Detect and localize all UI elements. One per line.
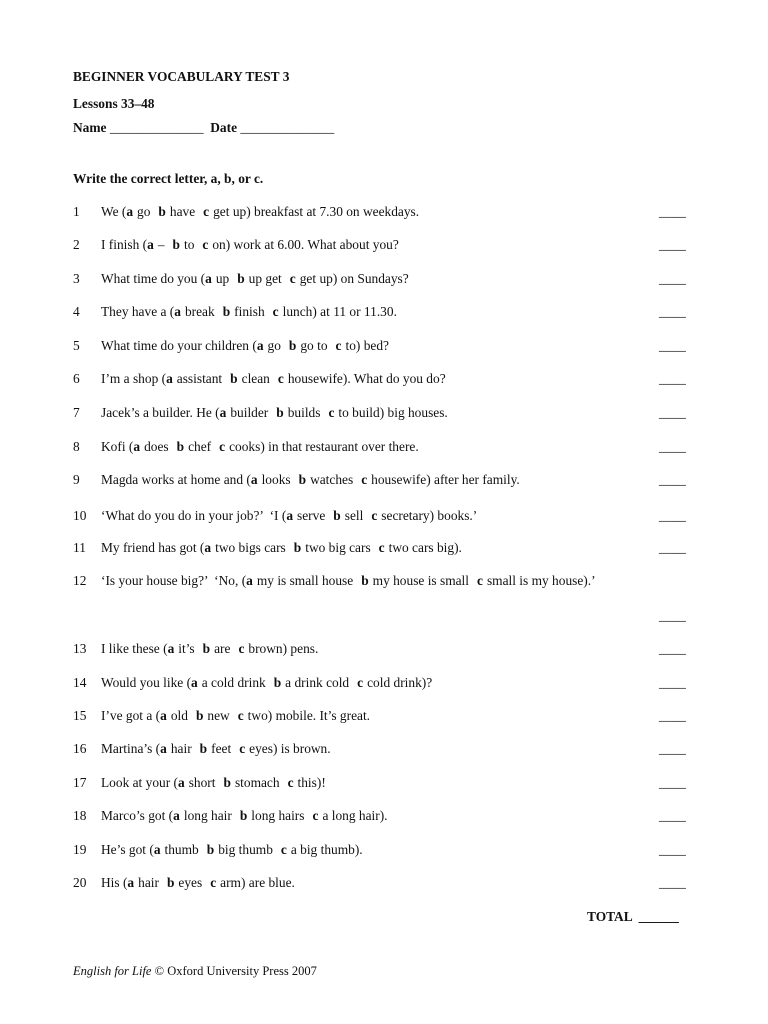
question-text (101, 741, 331, 757)
answer-blank[interactable]: ____ (659, 508, 686, 523)
question-text (101, 472, 520, 488)
question-text (101, 338, 389, 354)
question-number: 8 (73, 439, 80, 454)
question-number: 20 (73, 875, 87, 890)
option-letter-c: c (371, 508, 378, 523)
option-letter-b: b (195, 708, 204, 723)
question-number: 6 (73, 371, 80, 386)
option-letter-c: c (289, 271, 296, 286)
total-label: TOTAL (587, 909, 632, 924)
option-letter-b: b (276, 405, 284, 420)
answer-blank[interactable]: ____ (659, 338, 686, 353)
question-number: 19 (73, 842, 87, 857)
option-c: get up (213, 204, 247, 219)
question-end: ). (454, 540, 462, 555)
option-letter-c: c (272, 304, 279, 319)
answer-blank[interactable]: ____ (659, 540, 686, 555)
option-a: – (157, 237, 165, 252)
question-number: 15 (73, 708, 87, 723)
question-end: ).’ (583, 573, 596, 588)
answer-blank[interactable]: ____ (659, 641, 686, 656)
option-c: small is my house (486, 573, 584, 588)
question-text (101, 875, 295, 891)
option-letter-b: b (333, 508, 341, 523)
answer-blank[interactable]: ____ (659, 371, 686, 386)
option-letter-a: a (167, 641, 175, 656)
option-c: arm (220, 875, 241, 890)
option-a: my is small house (256, 573, 354, 588)
question-stem: I’ve got a ( (101, 708, 161, 723)
question-row (73, 708, 693, 726)
question-stem: Jacek’s a builder. He ( (101, 405, 220, 420)
total-field[interactable]: ______ (638, 909, 679, 924)
option-letter-c: c (328, 405, 335, 420)
question-row (73, 405, 693, 423)
option-letter-b: b (202, 641, 211, 656)
page-title: BEGINNER VOCABULARY TEST 3 (73, 69, 290, 84)
option-letter-a: a (256, 338, 264, 353)
question-row (73, 775, 693, 793)
option-letter-a: a (250, 472, 258, 487)
question-stem: Martina’s ( (101, 741, 161, 756)
option-letter-a: a (166, 371, 173, 386)
option-a: looks (261, 472, 291, 487)
question-end: ) big houses. (379, 405, 448, 420)
question-end: )! (316, 775, 326, 790)
answer-blank[interactable]: ____ (659, 472, 686, 487)
option-c: a big thumb (290, 842, 355, 857)
option-a: long hair (183, 808, 232, 823)
question-row (73, 338, 693, 356)
option-b: are (214, 641, 231, 656)
question-stem: What time do you ( (101, 271, 206, 286)
option-c: to (345, 338, 356, 353)
question-stem: Marco’s got ( (101, 808, 174, 823)
answer-blank[interactable]: ____ (659, 237, 686, 252)
question-row (73, 271, 693, 289)
option-a: a cold drink (201, 675, 266, 690)
question-stem: What time do your children ( (101, 338, 257, 353)
question-text (101, 842, 363, 858)
question-end: )? (421, 675, 433, 690)
question-stem: Look at your ( (101, 775, 178, 790)
option-a: break (184, 304, 215, 319)
option-letter-c: c (477, 573, 483, 588)
option-b: a drink cold (285, 675, 350, 690)
question-end: ) pens. (282, 641, 319, 656)
question-row (73, 371, 693, 389)
question-end: ) after her family. (426, 472, 520, 487)
instruction: Write the correct letter, a, b, or c. (73, 171, 264, 186)
option-letter-b: b (293, 540, 302, 555)
question-number: 18 (73, 808, 87, 823)
answer-blank[interactable]: ____ (659, 741, 686, 756)
question-number: 4 (73, 304, 80, 319)
question-text (101, 439, 419, 455)
option-letter-b: b (223, 775, 231, 790)
option-letter-a: a (204, 540, 212, 555)
option-c: secretary (381, 508, 430, 523)
question-number: 10 (73, 508, 87, 523)
question-text (101, 540, 462, 556)
answer-blank[interactable]: ____ (659, 439, 686, 454)
option-letter-c: c (238, 641, 245, 656)
question-end: ) breakfast at 7.30 on weekdays. (246, 204, 420, 219)
question-row (73, 304, 693, 322)
option-b: long hairs (251, 808, 305, 823)
option-letter-a: a (133, 439, 141, 454)
question-row (73, 808, 693, 826)
question-stem: We ( (101, 204, 127, 219)
question-end: ). (379, 808, 388, 823)
option-letter-c: c (357, 675, 364, 690)
option-c: a long hair (322, 808, 380, 823)
option-b: to (183, 237, 195, 252)
option-letter-b: b (172, 237, 180, 252)
question-text (101, 371, 446, 387)
option-b: big thumb (218, 842, 273, 857)
question-stem: ‘What do you do in your job?’ ‘I ( (101, 508, 287, 523)
option-letter-a: a (153, 842, 161, 857)
option-a: assistant (176, 371, 223, 386)
option-b: two big cars (305, 540, 371, 555)
answer-blank[interactable]: ____ (659, 675, 686, 690)
answer-blank[interactable]: ____ (659, 875, 686, 890)
option-c: brown (248, 641, 283, 656)
answer-blank[interactable]: ____ (659, 842, 686, 857)
option-letter-b: b (176, 439, 185, 454)
date-label: Date (210, 120, 238, 135)
option-letter-a: a (286, 508, 294, 523)
option-letter-c: c (239, 741, 246, 756)
answer-blank[interactable]: ____ (659, 808, 686, 823)
date-field[interactable]: ______________ (240, 120, 335, 135)
option-b: eyes (178, 875, 203, 890)
option-letter-b: b (273, 675, 282, 690)
question-text (101, 237, 399, 253)
question-row (73, 204, 693, 222)
question-text (101, 405, 448, 421)
option-b: go to (300, 338, 328, 353)
option-c: on (212, 237, 226, 252)
question-end: ) at 11 or 11.30. (312, 304, 397, 319)
option-c: housewife (371, 472, 427, 487)
option-b: stomach (234, 775, 280, 790)
name-date-line (73, 120, 334, 136)
question-text (101, 708, 370, 724)
question-row (73, 573, 693, 591)
option-a: short (188, 775, 216, 790)
question-number: 13 (73, 641, 87, 656)
option-c: lunch (282, 304, 313, 319)
option-a: it’s (178, 641, 195, 656)
option-letter-a: a (127, 875, 135, 890)
answer-blank[interactable]: ____ (659, 775, 686, 790)
question-text (101, 808, 388, 824)
question-text (101, 271, 409, 287)
option-b: finish (234, 304, 265, 319)
option-c: to build (338, 405, 380, 420)
option-letter-b: b (222, 304, 231, 319)
option-c: cooks (229, 439, 261, 454)
option-b: chef (188, 439, 212, 454)
option-letter-a: a (219, 405, 227, 420)
question-text (101, 641, 318, 657)
question-end: ) in that restaurant over there. (260, 439, 419, 454)
question-end: ) mobile. It’s great. (267, 708, 371, 723)
option-letter-c: c (335, 338, 342, 353)
question-row (73, 741, 693, 759)
option-letter-c: c (287, 775, 294, 790)
option-letter-c: c (202, 237, 209, 252)
answer-blank[interactable]: ____ (659, 708, 686, 723)
question-stem: ‘Is your house big?’ ‘No, ( (101, 573, 247, 588)
question-end: ). What do you do? (342, 371, 446, 386)
answer-blank[interactable]: ____ (659, 204, 686, 219)
question-text (101, 775, 326, 791)
option-c: cold drink (367, 675, 422, 690)
question-number: 1 (73, 204, 80, 219)
option-a: does (144, 439, 169, 454)
option-letter-a: a (174, 304, 181, 319)
question-row (73, 875, 693, 893)
question-number: 5 (73, 338, 80, 353)
option-letter-b: b (230, 371, 238, 386)
option-letter-c: c (237, 708, 244, 723)
option-letter-c: c (219, 439, 226, 454)
answer-blank[interactable]: ____ (659, 405, 686, 420)
question-row (73, 842, 693, 860)
footer-book-title: English for Life (73, 964, 152, 978)
option-b: new (207, 708, 230, 723)
question-stem: His ( (101, 875, 128, 890)
question-row (73, 508, 693, 526)
option-a: old (170, 708, 188, 723)
question-number: 11 (73, 540, 86, 555)
option-letter-c: c (210, 875, 217, 890)
question-end: ) work at 6.00. What about you? (225, 237, 399, 252)
name-field[interactable]: ______________ (109, 120, 204, 135)
question-row (73, 675, 693, 693)
question-end: ) is brown. (272, 741, 331, 756)
question-row (73, 237, 693, 255)
option-b: up get (248, 271, 282, 286)
option-letter-c: c (378, 540, 385, 555)
question-text (101, 573, 596, 589)
option-letter-a: a (177, 775, 185, 790)
option-letter-b: b (206, 842, 215, 857)
option-letter-b: b (298, 472, 307, 487)
question-text (101, 204, 419, 220)
question-text (101, 675, 432, 691)
question-stem: Magda works at home and ( (101, 472, 251, 487)
answer-blank[interactable]: ____ (659, 608, 686, 623)
option-letter-c: c (277, 371, 284, 386)
option-b: builds (287, 405, 321, 420)
question-stem: They have a ( (101, 304, 175, 319)
option-c: get up (299, 271, 333, 286)
option-a: up (215, 271, 230, 286)
question-row (73, 472, 693, 490)
option-b: feet (211, 741, 232, 756)
option-letter-c: c (203, 204, 210, 219)
option-letter-a: a (246, 573, 253, 588)
footer (73, 964, 317, 979)
question-end: ) books.’ (429, 508, 478, 523)
option-b: my house is small (372, 573, 469, 588)
question-number: 9 (73, 472, 80, 487)
question-stem: I finish ( (101, 237, 148, 252)
question-number: 7 (73, 405, 80, 420)
option-b: watches (310, 472, 354, 487)
option-c: two (247, 708, 268, 723)
option-a: two bigs cars (215, 540, 286, 555)
question-number: 2 (73, 237, 80, 252)
question-stem: I’m a shop ( (101, 371, 167, 386)
question-text (101, 508, 477, 524)
option-letter-b: b (158, 204, 166, 219)
option-letter-b: b (239, 808, 248, 823)
footer-copyright: © Oxford University Press 2007 (151, 964, 317, 978)
option-a: hair (170, 741, 192, 756)
option-b: clean (241, 371, 270, 386)
answer-blank[interactable]: ____ (659, 304, 686, 319)
question-text (101, 304, 397, 320)
option-a: builder (230, 405, 269, 420)
option-c: housewife (287, 371, 343, 386)
option-letter-b: b (237, 271, 245, 286)
option-a: hair (138, 875, 159, 890)
total-line (587, 909, 679, 925)
option-letter-c: c (361, 472, 368, 487)
question-stem: I like these ( (101, 641, 168, 656)
option-letter-a: a (191, 675, 198, 690)
option-letter-b: b (361, 573, 369, 588)
option-b: sell (344, 508, 364, 523)
name-label: Name (73, 120, 107, 135)
question-number: 12 (73, 573, 87, 588)
option-letter-c: c (312, 808, 319, 823)
option-c: this (297, 775, 317, 790)
question-stem: Would you like ( (101, 675, 192, 690)
option-a: go (137, 204, 151, 219)
question-end: ) bed? (355, 338, 389, 353)
option-letter-a: a (205, 271, 212, 286)
question-stem: My friend has got ( (101, 540, 205, 555)
question-row (73, 540, 693, 558)
question-stem: He’s got ( (101, 842, 154, 857)
option-a: go (267, 338, 281, 353)
question-end: ) on Sundays? (332, 271, 409, 286)
option-b: have (169, 204, 196, 219)
option-c: two cars big (388, 540, 455, 555)
question-end: ) are blue. (240, 875, 295, 890)
question-number: 17 (73, 775, 87, 790)
option-letter-a: a (160, 741, 167, 756)
question-number: 14 (73, 675, 87, 690)
question-row (73, 439, 693, 457)
option-letter-b: b (288, 338, 297, 353)
question-number: 16 (73, 741, 87, 756)
question-stem: Kofi ( (101, 439, 134, 454)
option-letter-c: c (280, 842, 287, 857)
lessons-label: Lessons 33–48 (73, 96, 155, 111)
option-a: thumb (164, 842, 199, 857)
option-letter-b: b (199, 741, 208, 756)
answer-blank[interactable]: ____ (659, 271, 686, 286)
option-letter-a: a (173, 808, 180, 823)
option-letter-a: a (160, 708, 167, 723)
question-row (73, 641, 693, 659)
question-number: 3 (73, 271, 80, 286)
option-letter-a: a (147, 237, 154, 252)
option-a: serve (297, 508, 326, 523)
option-c: eyes (249, 741, 273, 756)
option-letter-a: a (126, 204, 134, 219)
option-letter-b: b (166, 875, 175, 890)
question-end: ). (354, 842, 363, 857)
